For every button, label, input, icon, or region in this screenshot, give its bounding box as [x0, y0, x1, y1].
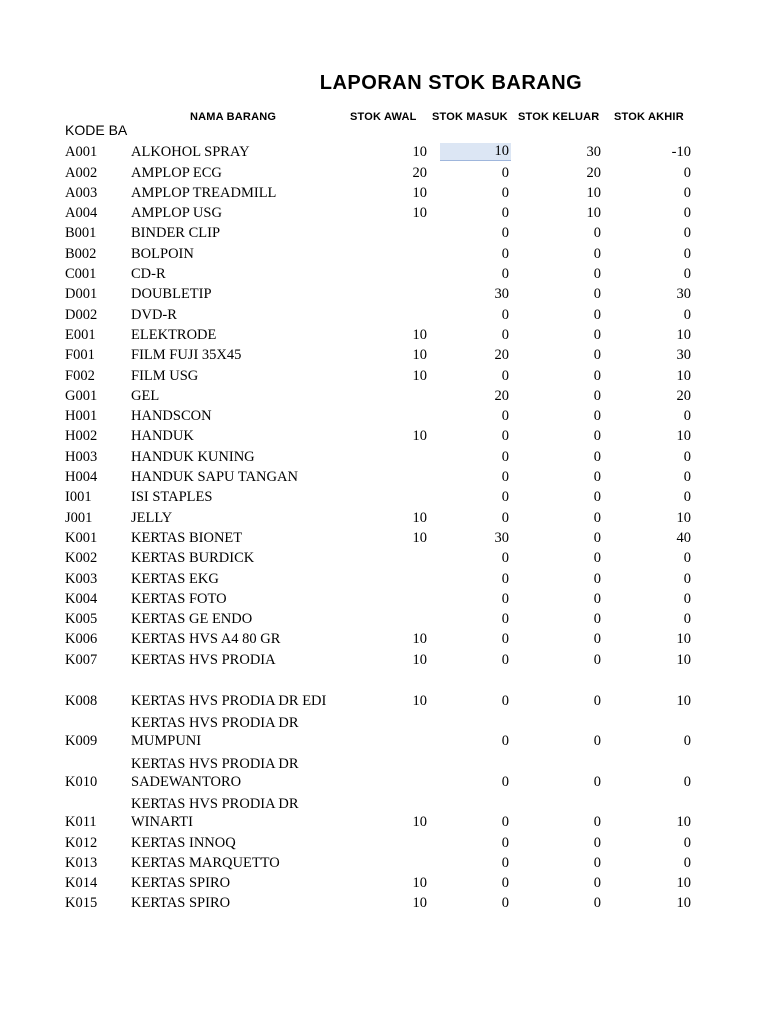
kode-cell[interactable]: K015 [65, 895, 98, 912]
stok-keluar-cell[interactable]: 0 [593, 448, 601, 465]
stok-keluar-cell[interactable]: 10 [586, 184, 601, 201]
kode-cell[interactable]: E001 [65, 326, 96, 343]
table-row [0, 750, 768, 791]
table-row [0, 486, 768, 506]
stok-masuk-cell[interactable]: 0 [501, 590, 509, 607]
table-row [0, 364, 768, 384]
stok-masuk-cell[interactable]: 0 [501, 326, 509, 343]
nama-barang-cell[interactable]: KERTAS BURDICK [131, 550, 255, 567]
kode-cell[interactable]: A003 [65, 184, 98, 201]
stok-masuk-cell[interactable]: 0 [501, 854, 509, 871]
table-row [0, 385, 768, 405]
kode-cell[interactable]: K014 [65, 875, 98, 892]
nama-barang-cell[interactable]: KERTAS HVS A4 80 GR [131, 631, 281, 648]
stok-keluar-cell[interactable]: 0 [593, 387, 601, 404]
kode-cell[interactable]: D001 [65, 286, 98, 303]
stok-masuk-cell[interactable]: 30 [494, 286, 509, 303]
nama-barang-cell[interactable]: DVD-R [131, 306, 177, 323]
stok-akhir-cell[interactable]: 0 [683, 245, 691, 262]
table-row [0, 405, 768, 425]
header-stok-keluar: STOK KELUAR [518, 111, 600, 123]
table-row [0, 445, 768, 465]
kode-cell[interactable]: D002 [65, 306, 98, 323]
stok-keluar-cell[interactable]: 10 [586, 205, 601, 222]
stok-akhir-cell[interactable]: 0 [683, 489, 691, 506]
stok-akhir-cell[interactable]: 0 [683, 469, 691, 486]
stok-masuk-cell[interactable]: 0 [501, 489, 509, 506]
stok-masuk-cell[interactable]: 0 [501, 205, 509, 222]
stok-masuk-cell[interactable]: 0 [501, 367, 509, 384]
table-row [0, 567, 768, 587]
table-row [0, 588, 768, 608]
stok-akhir-cell[interactable]: 0 [683, 205, 691, 222]
stok-keluar-cell[interactable]: 0 [593, 895, 601, 912]
kode-cell[interactable]: I001 [65, 489, 92, 506]
nama-barang-cell[interactable]: AMPLOP TREADMILL [131, 184, 277, 201]
stok-keluar-cell[interactable]: 0 [593, 266, 601, 283]
stok-masuk-cell[interactable]: 0 [501, 550, 509, 567]
nama-barang-cell[interactable]: GEL [131, 387, 160, 404]
kode-cell[interactable]: F001 [65, 347, 95, 364]
kode-cell[interactable]: K001 [65, 529, 98, 546]
stok-akhir-cell[interactable]: -10 [671, 144, 691, 161]
nama-barang-cell[interactable]: KERTAS BIONET [131, 529, 243, 546]
table-row [0, 202, 768, 222]
stok-masuk-cell[interactable]: 0 [501, 448, 509, 465]
stok-masuk-cell[interactable]: 0 [501, 225, 509, 242]
stok-akhir-cell[interactable]: 0 [683, 448, 691, 465]
stok-awal-cell[interactable]: 10 [412, 347, 427, 364]
stok-keluar-cell[interactable]: 20 [586, 164, 601, 181]
stok-masuk-cell[interactable]: 0 [501, 245, 509, 262]
kode-cell[interactable]: A002 [65, 164, 98, 181]
stok-akhir-cell[interactable]: 0 [683, 733, 691, 750]
nama-barang-cell[interactable]: KERTAS HVS PRODIA DR SADEWANTORO [131, 755, 299, 790]
nama-barang-cell[interactable]: KERTAS MARQUETTO [131, 854, 280, 871]
table-row [0, 608, 768, 628]
stok-akhir-cell[interactable]: 0 [683, 225, 691, 242]
stok-keluar-cell[interactable]: 0 [593, 611, 601, 628]
stok-masuk-cell[interactable]: 0 [501, 469, 509, 486]
stok-keluar-cell[interactable]: 0 [593, 854, 601, 871]
table-row [0, 648, 768, 668]
stok-awal-cell[interactable]: 10 [412, 529, 427, 546]
stok-keluar-cell[interactable]: 0 [593, 225, 601, 242]
kode-cell[interactable]: H003 [65, 448, 98, 465]
stok-masuk-cell[interactable]: 0 [501, 184, 509, 201]
kode-cell[interactable]: B001 [65, 225, 97, 242]
nama-barang-cell[interactable]: CD-R [131, 266, 166, 283]
stok-keluar-cell[interactable]: 0 [593, 306, 601, 323]
stok-akhir-cell[interactable]: 0 [683, 306, 691, 323]
table-row [0, 872, 768, 892]
stok-akhir-cell[interactable]: 30 [676, 286, 691, 303]
stok-akhir-cell[interactable]: 10 [676, 895, 691, 912]
table-row [0, 547, 768, 567]
stok-akhir-cell[interactable]: 10 [676, 367, 691, 384]
stok-masuk-cell[interactable]: 0 [501, 306, 509, 323]
kode-cell[interactable]: K004 [65, 590, 98, 607]
stok-keluar-cell[interactable]: 0 [593, 509, 601, 526]
nama-barang-cell[interactable]: KERTAS INNOQ [131, 834, 236, 851]
stock-table [0, 141, 768, 912]
nama-barang-cell[interactable]: KERTAS HVS PRODIA DR MUMPUNI [131, 715, 299, 750]
table-row [0, 892, 768, 912]
stok-masuk-cell[interactable]: 0 [501, 164, 509, 181]
stok-akhir-cell[interactable]: 0 [683, 611, 691, 628]
stok-awal-cell[interactable]: 10 [412, 144, 427, 161]
stok-awal-cell[interactable]: 10 [412, 326, 427, 343]
table-row [0, 466, 768, 486]
stok-akhir-cell[interactable]: 0 [683, 184, 691, 201]
table-row [0, 791, 768, 832]
kode-cell[interactable]: K002 [65, 550, 98, 567]
kode-cell[interactable]: J001 [65, 509, 93, 526]
stok-keluar-cell[interactable]: 0 [593, 773, 601, 790]
kode-cell[interactable]: K006 [65, 631, 98, 648]
table-row [0, 161, 768, 181]
stok-masuk-cell[interactable]: 0 [501, 895, 509, 912]
stok-akhir-cell[interactable]: 10 [676, 509, 691, 526]
stok-akhir-cell[interactable]: 0 [683, 570, 691, 587]
kode-cell[interactable]: K005 [65, 611, 98, 628]
nama-barang-cell[interactable]: KERTAS HVS PRODIA [131, 651, 276, 668]
header-stok-awal: STOK AWAL [350, 111, 417, 123]
stok-akhir-cell[interactable]: 0 [683, 854, 691, 871]
header-stok-akhir: STOK AKHIR [614, 111, 684, 123]
stok-masuk-cell[interactable]: 0 [501, 611, 509, 628]
stok-masuk-cell[interactable]: 0 [501, 631, 509, 648]
stok-keluar-cell[interactable]: 0 [593, 875, 601, 892]
table-row [0, 263, 768, 283]
kode-cell[interactable]: K008 [65, 692, 98, 709]
stok-akhir-cell[interactable]: 30 [676, 347, 691, 364]
stok-masuk-cell[interactable]: 0 [501, 570, 509, 587]
stok-masuk-cell[interactable]: 10 [440, 143, 512, 161]
stok-awal-cell[interactable]: 10 [412, 692, 427, 709]
nama-barang-cell[interactable]: KERTAS SPIRO [131, 875, 231, 892]
stok-awal-cell[interactable]: 10 [412, 509, 427, 526]
stok-akhir-cell[interactable]: 40 [676, 529, 691, 546]
stok-keluar-cell[interactable]: 0 [593, 651, 601, 668]
table-row [0, 425, 768, 445]
nama-barang-cell[interactable]: KERTAS GE ENDO [131, 611, 253, 628]
stok-keluar-cell[interactable]: 0 [593, 286, 601, 303]
stok-keluar-cell[interactable]: 0 [593, 428, 601, 445]
nama-barang-cell[interactable]: AMPLOP USG [131, 205, 222, 222]
stok-awal-cell[interactable]: 10 [412, 367, 427, 384]
kode-cell[interactable]: A004 [65, 205, 98, 222]
stok-awal-cell[interactable]: 10 [412, 631, 427, 648]
table-row [0, 628, 768, 648]
nama-barang-cell[interactable]: HANDSCON [131, 408, 212, 425]
nama-barang-cell[interactable]: BOLPOIN [131, 245, 194, 262]
stok-awal-cell[interactable]: 10 [412, 895, 427, 912]
nama-barang-cell[interactable]: HANDUK [131, 428, 194, 445]
stok-akhir-cell[interactable]: 0 [683, 550, 691, 567]
kode-cell[interactable]: B002 [65, 245, 97, 262]
stok-keluar-cell[interactable]: 30 [586, 144, 601, 161]
stok-keluar-cell[interactable]: 0 [593, 529, 601, 546]
kode-cell[interactable]: K010 [65, 773, 98, 790]
nama-barang-cell[interactable]: ISI STAPLES [131, 489, 213, 506]
stok-keluar-cell[interactable]: 0 [593, 469, 601, 486]
stok-keluar-cell[interactable]: 0 [593, 347, 601, 364]
stok-masuk-cell[interactable]: 20 [494, 387, 509, 404]
nama-barang-cell[interactable]: AMPLOP ECG [131, 164, 222, 181]
kode-cell[interactable]: A001 [65, 144, 98, 161]
nama-barang-cell[interactable]: KERTAS HVS PRODIA DR WINARTI [131, 796, 299, 831]
table-row [0, 283, 768, 303]
nama-barang-cell[interactable]: ALKOHOL SPRAY [131, 144, 250, 161]
nama-barang-cell[interactable]: ELEKTRODE [131, 326, 217, 343]
kode-cell[interactable]: K009 [65, 733, 98, 750]
nama-barang-cell[interactable]: KERTAS FOTO [131, 590, 227, 607]
header-kode-barang: KODE BA [65, 122, 128, 138]
stok-masuk-cell[interactable]: 0 [501, 651, 509, 668]
kode-cell[interactable]: K012 [65, 834, 98, 851]
table-row [0, 710, 768, 751]
stok-awal-cell[interactable]: 10 [412, 814, 427, 831]
kode-cell[interactable]: H002 [65, 428, 98, 445]
stok-akhir-cell[interactable]: 10 [676, 428, 691, 445]
stok-masuk-cell[interactable]: 0 [501, 408, 509, 425]
stok-masuk-cell[interactable]: 0 [501, 834, 509, 851]
stok-keluar-cell[interactable]: 0 [593, 834, 601, 851]
nama-barang-cell[interactable]: KERTAS SPIRO [131, 895, 231, 912]
stok-masuk-cell[interactable]: 0 [501, 773, 509, 790]
table-row [0, 527, 768, 547]
stok-awal-cell[interactable]: 10 [412, 875, 427, 892]
stok-masuk-cell[interactable]: 30 [494, 529, 509, 546]
stok-masuk-cell[interactable]: 0 [501, 428, 509, 445]
stok-masuk-cell[interactable]: 0 [501, 875, 509, 892]
kode-cell[interactable]: K013 [65, 854, 98, 871]
stok-masuk-cell[interactable]: 0 [501, 266, 509, 283]
nama-barang-cell[interactable]: FILM FUJI 35X45 [131, 347, 242, 364]
stok-keluar-cell[interactable]: 0 [593, 733, 601, 750]
nama-barang-cell[interactable]: KERTAS EKG [131, 570, 219, 587]
stok-akhir-cell[interactable]: 0 [683, 164, 691, 181]
stok-keluar-cell[interactable]: 0 [593, 326, 601, 343]
table-row [0, 222, 768, 242]
stok-akhir-cell[interactable]: 0 [683, 590, 691, 607]
kode-cell[interactable]: H004 [65, 469, 98, 486]
kode-cell[interactable]: K003 [65, 570, 98, 587]
table-row [0, 852, 768, 872]
stok-masuk-cell[interactable]: 0 [501, 509, 509, 526]
table-row [0, 303, 768, 323]
kode-cell[interactable]: K007 [65, 651, 98, 668]
stok-keluar-cell[interactable]: 0 [593, 814, 601, 831]
stok-masuk-cell[interactable]: 0 [501, 692, 509, 709]
stok-akhir-cell[interactable]: 10 [676, 875, 691, 892]
stok-masuk-cell[interactable]: 20 [494, 347, 509, 364]
report-title: LAPORAN STOK BARANG [319, 72, 583, 94]
stok-keluar-cell[interactable]: 0 [593, 489, 601, 506]
header-stok-masuk: STOK MASUK [432, 111, 508, 123]
stok-awal-cell[interactable]: 20 [412, 164, 427, 181]
stok-akhir-cell[interactable]: 0 [683, 773, 691, 790]
stok-masuk-cell[interactable]: 0 [501, 733, 509, 750]
table-row [0, 344, 768, 364]
table-row [0, 669, 768, 710]
stok-akhir-cell[interactable]: 10 [676, 326, 691, 343]
table-row [0, 242, 768, 262]
stok-keluar-cell[interactable]: 0 [593, 590, 601, 607]
nama-barang-cell[interactable]: BINDER CLIP [131, 225, 221, 242]
nama-barang-cell[interactable]: DOUBLETIP [131, 286, 212, 303]
stok-keluar-cell[interactable]: 0 [593, 245, 601, 262]
table-row [0, 324, 768, 344]
stok-akhir-cell[interactable]: 10 [676, 692, 691, 709]
header-nama-barang: NAMA BARANG [190, 111, 277, 123]
stok-keluar-cell[interactable]: 0 [593, 408, 601, 425]
nama-barang-cell[interactable]: HANDUK KUNING [131, 448, 255, 465]
stok-masuk-cell[interactable]: 0 [501, 814, 509, 831]
table-row [0, 141, 768, 161]
stok-akhir-cell[interactable]: 20 [676, 387, 691, 404]
stok-awal-cell[interactable]: 10 [412, 651, 427, 668]
stok-awal-cell[interactable]: 10 [412, 205, 427, 222]
stok-akhir-cell[interactable]: 10 [676, 651, 691, 668]
stok-keluar-cell[interactable]: 0 [593, 692, 601, 709]
kode-cell[interactable]: G001 [65, 387, 98, 404]
kode-cell[interactable]: F002 [65, 367, 95, 384]
kode-cell[interactable]: C001 [65, 266, 97, 283]
nama-barang-cell[interactable]: JELLY [131, 509, 173, 526]
stok-akhir-cell[interactable]: 10 [676, 814, 691, 831]
stok-akhir-cell[interactable]: 0 [683, 408, 691, 425]
stok-keluar-cell[interactable]: 0 [593, 631, 601, 648]
table-row [0, 506, 768, 526]
table-row [0, 182, 768, 202]
stok-awal-cell[interactable]: 10 [412, 428, 427, 445]
nama-barang-cell[interactable]: FILM USG [131, 367, 199, 384]
stok-keluar-cell[interactable]: 0 [593, 570, 601, 587]
stok-akhir-cell[interactable]: 0 [683, 834, 691, 851]
kode-cell[interactable]: K011 [65, 814, 97, 831]
nama-barang-cell[interactable]: KERTAS HVS PRODIA DR EDI [131, 692, 327, 709]
stok-keluar-cell[interactable]: 0 [593, 550, 601, 567]
table-row [0, 831, 768, 851]
stok-akhir-cell[interactable]: 0 [683, 266, 691, 283]
stok-akhir-cell[interactable]: 10 [676, 631, 691, 648]
stok-awal-cell[interactable]: 10 [412, 184, 427, 201]
nama-barang-cell[interactable]: HANDUK SAPU TANGAN [131, 469, 298, 486]
stok-keluar-cell[interactable]: 0 [593, 367, 601, 384]
kode-cell[interactable]: H001 [65, 408, 98, 425]
